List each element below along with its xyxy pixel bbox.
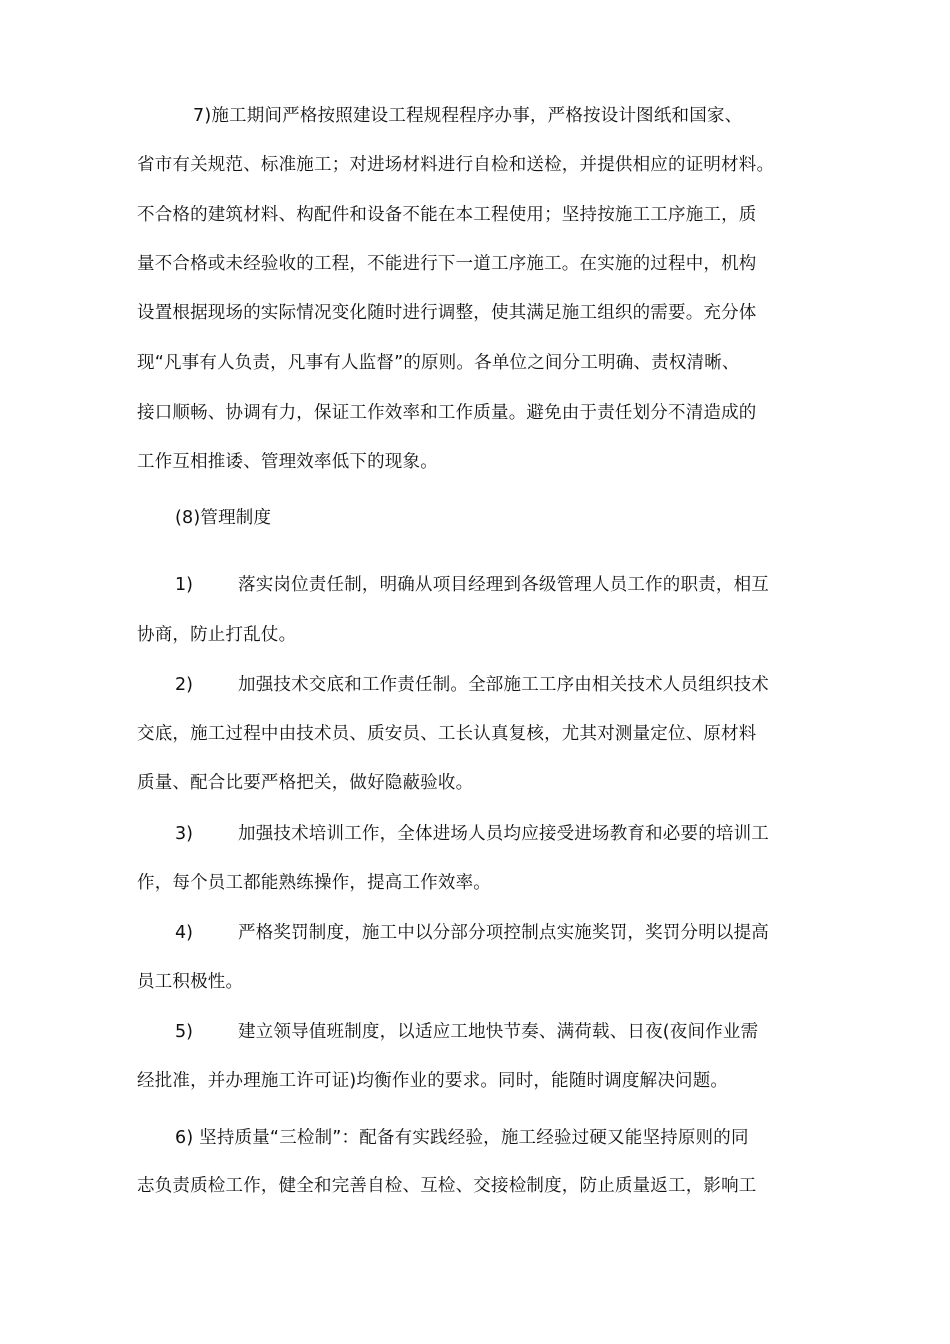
paragraph-line: 工作互相推诿、管理效率低下的现象。	[137, 452, 438, 472]
paragraph-line: 设置根据现场的实际情况变化随时进行调整，使其满足施工组织的需要。充分体	[137, 303, 757, 323]
item-first-line: 严格奖罚制度，施工中以分部分项控制点实施奖罚，奖罚分明以提高	[238, 923, 769, 943]
item-first-line: 落实岗位责任制，明确从项目经理到各级管理人员工作的职责，相互	[238, 575, 769, 595]
paragraph-line: 现“凡事有人负责，凡事有人监督”的原则。各单位之间分工明确、责权清晰、	[137, 353, 740, 373]
item-number: 1)	[175, 575, 193, 595]
item-continuation-line: 经批准，并办理施工许可证)均衡作业的要求。同时，能随时调度解决问题。	[137, 1071, 729, 1091]
item-continuation-line: 协商，防止打乱仗。	[137, 625, 297, 645]
item-continuation-line: 作，每个员工都能熟练操作，提高工作效率。	[137, 873, 491, 893]
item-continuation-line: 员工积极性。	[137, 972, 244, 992]
item-first-line: 加强技术交底和工作责任制。全部施工工序由相关技术人员组织技术	[238, 675, 769, 695]
item-continuation-line: 交底，施工过程中由技术员、质安员、工长认真复核，尤其对测量定位、原材料	[137, 724, 757, 744]
item-first-line: 加强技术培训工作，全体进场人员均应接受进场教育和必要的培训工	[238, 824, 769, 844]
paragraph-line: 省市有关规范、标准施工；对进场材料进行自检和送检，并提供相应的证明材料。	[137, 155, 775, 175]
paragraph-line: 7)施工期间严格按照建设工程规程程序办事，严格按设计图纸和国家、	[193, 106, 743, 126]
paragraph-line: 量不合格或未经验收的工程，不能进行下一道工序施工。在实施的过程中，机构	[137, 254, 757, 274]
paragraph-line: 志负责质检工作，健全和完善自检、互检、交接检制度，防止质量返工，影响工	[137, 1176, 757, 1196]
item-number: 2)	[175, 675, 193, 695]
paragraph-line: 6) 坚持质量“三检制”：配备有实践经验，施工经验过硬又能坚持原则的同	[175, 1128, 749, 1148]
section-heading: (8)管理制度	[175, 508, 272, 528]
paragraph-line: 接口顺畅、协调有力，保证工作效率和工作质量。避免由于责任划分不清造成的	[137, 403, 757, 423]
paragraph-line: 不合格的建筑材料、构配件和设备不能在本工程使用；坚持按施工工序施工，质	[137, 205, 757, 225]
item-continuation-line: 质量、配合比要严格把关，做好隐蔽验收。	[137, 773, 474, 793]
item-number: 3)	[175, 824, 193, 844]
item-number: 4)	[175, 923, 193, 943]
item-number: 5)	[175, 1022, 193, 1042]
item-first-line: 建立领导值班制度，以适应工地快节奏、满荷载、日夜(夜间作业需	[238, 1022, 759, 1042]
